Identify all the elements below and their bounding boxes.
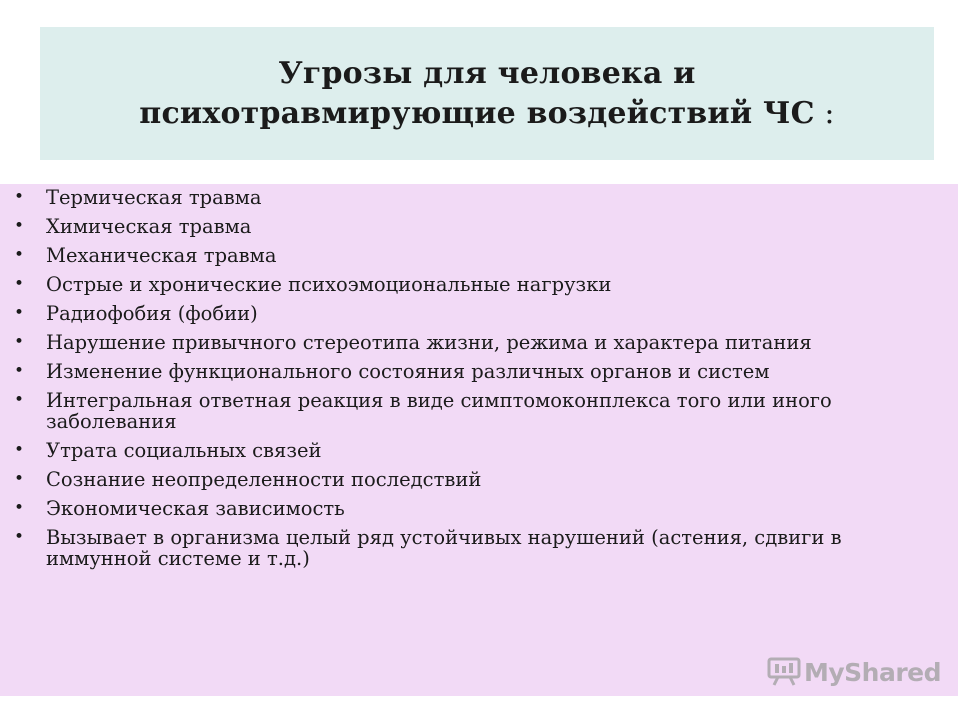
bullet-text: Интегральная ответная реакция в виде симптомоконплекса того или иного заболевания xyxy=(46,389,832,433)
watermark-text: MyShared xyxy=(804,657,942,687)
bullet-text: Радиофобия (фобии) xyxy=(46,302,258,325)
bullet-item xyxy=(0,527,958,569)
bullet-dot-icon: • xyxy=(14,332,25,352)
bullet-dot-icon: • xyxy=(14,390,25,410)
bullet-text: Экономическая зависимость xyxy=(46,497,345,520)
bullet-item xyxy=(0,187,958,208)
content-box xyxy=(0,184,958,696)
bullet-item xyxy=(0,216,958,237)
bullet-item xyxy=(0,303,958,324)
bullet-item xyxy=(0,440,958,461)
bullet-dot-icon: • xyxy=(14,440,25,460)
title-line-2: психотравмирующие воздействий ЧС xyxy=(139,95,815,131)
bullet-text: Химическая травма xyxy=(46,215,252,238)
bullet-item xyxy=(0,361,958,382)
title-line-1: Угрозы для человека и xyxy=(278,55,696,91)
bullet-text: Механическая травма xyxy=(46,244,277,267)
bullet-item xyxy=(0,245,958,266)
bullet-dot-icon: • xyxy=(14,469,25,489)
bullet-text: Нарушение привычного стереотипа жизни, режима и характера питания xyxy=(46,331,812,354)
bullet-dot-icon: • xyxy=(14,303,25,323)
bullet-item xyxy=(0,469,958,490)
bullet-dot-icon: • xyxy=(14,187,25,207)
bullet-text: Изменение функционального состояния различных органов и систем xyxy=(46,360,770,383)
bullet-dot-icon: • xyxy=(14,216,25,236)
bullet-text: Сознание неопределенности последствий xyxy=(46,468,482,491)
bullet-text: Утрата социальных связей xyxy=(46,439,322,462)
bullet-item xyxy=(0,274,958,295)
bullet-dot-icon: • xyxy=(14,527,25,547)
bullet-item xyxy=(0,498,958,519)
bullet-dot-icon: • xyxy=(14,245,25,265)
bullet-text: Вызывает в организма целый ряд устойчивых нарушений (астения, сдвиги в иммунной системе и т.д.) xyxy=(46,526,842,570)
bullet-dot-icon: • xyxy=(14,361,25,381)
bullet-item xyxy=(0,332,958,353)
title-box xyxy=(40,27,934,160)
bullet-text: Острые и хронические психоэмоциональные нагрузки xyxy=(46,273,612,296)
bullet-item xyxy=(0,390,958,432)
bullet-dot-icon: • xyxy=(14,498,25,518)
slide-title xyxy=(139,54,834,134)
bullet-list xyxy=(0,184,958,569)
title-colon: : xyxy=(814,95,835,131)
bullet-text: Термическая травма xyxy=(46,186,262,209)
bullet-dot-icon: • xyxy=(14,274,25,294)
presentation-board-icon xyxy=(767,657,801,687)
watermark xyxy=(767,657,941,687)
